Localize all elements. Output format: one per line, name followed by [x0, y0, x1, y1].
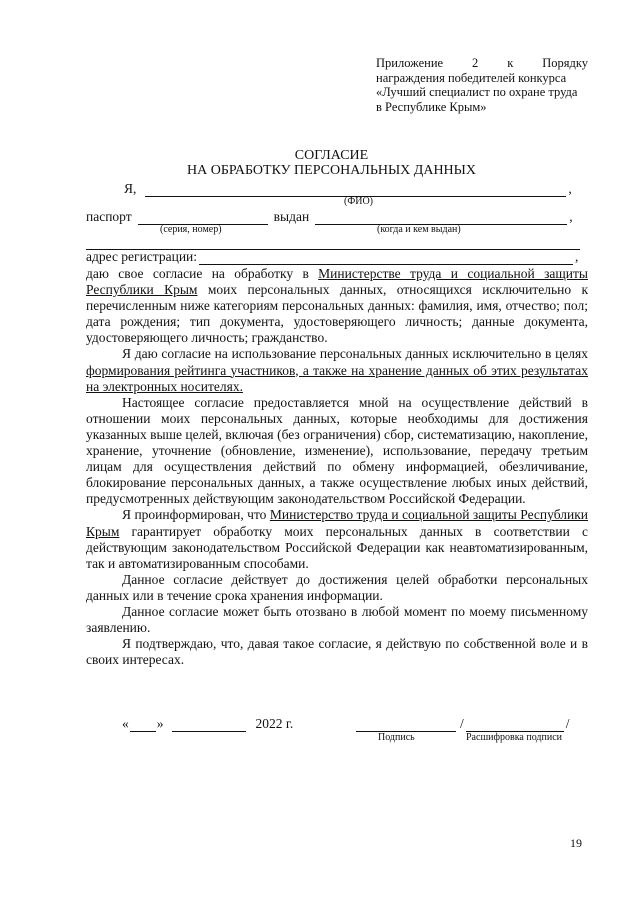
slash: / [565, 716, 570, 731]
issued-by-field[interactable] [315, 211, 567, 225]
signature-decode-label: Расшифровка подписи [466, 732, 562, 743]
appendix-word: Приложение [376, 56, 444, 70]
day-field[interactable] [130, 718, 156, 732]
text: даю свое согласие на обработку в [86, 266, 319, 281]
text: Я проинформирован, что [122, 507, 270, 523]
appendix-header [376, 56, 588, 114]
appendix-line-3: «Лучший специалист по охране труда [376, 85, 578, 99]
fio-hint: (ФИО) [344, 196, 374, 207]
quote-open: « [122, 716, 129, 731]
paragraph-2 [86, 346, 588, 394]
text: моих персональных данных, относящихся исключительно к перечисленным ниже категориям персональных данных: фамилия, имя, отчество; пол; дата рождения; тип документа, удостоверяющего личность; данные документа, удостоверяющего личность; гражданство. [86, 282, 589, 346]
issued-hint: (когда и кем выдан) [377, 224, 461, 235]
fio-row [124, 181, 572, 197]
date-row [122, 716, 293, 732]
appendix-word: к [507, 56, 514, 70]
signature-row [356, 716, 570, 732]
paragraph-4 [86, 507, 588, 571]
document-subtitle: НА ОБРАБОТКУ ПЕРСОНАЛЬНЫХ ДАННЫХ [186, 163, 476, 178]
comma: , [569, 209, 573, 224]
passport-row [86, 209, 573, 225]
issued-label: выдан [273, 209, 310, 224]
year-label: 2022 г. [255, 716, 294, 731]
signature-label: Подпись [378, 732, 415, 743]
text: гарантирует обработку моих персональных данных в соответствии с действующим законодательством Российской Федерации как неавтоматизированным, так и автоматизированным способами. [86, 523, 588, 571]
organization-name: Министерстве труда и социальной защиты Республики Крым [86, 266, 588, 298]
slash: / [460, 716, 464, 731]
consent-body [86, 266, 588, 668]
comma: , [575, 249, 579, 264]
paragraph-1 [86, 266, 588, 346]
appendix-word: Порядку [542, 56, 588, 70]
paragraph-7: Я подтверждаю, что, давая такое согласие, я действую по собственной воле и в своих интересах. [86, 636, 588, 668]
passport-number-field[interactable] [138, 211, 268, 225]
month-field[interactable] [172, 718, 246, 732]
series-hint: (серия, номер) [160, 224, 222, 235]
appendix-word: 2 [472, 56, 479, 70]
address-field[interactable] [199, 251, 573, 265]
text: Я даю согласие на использование персональных данных исключительно в целях [122, 346, 588, 362]
appendix-line-1 [376, 56, 588, 71]
organization-name: Министерство труда и социальной защиты Республики Крым [86, 507, 588, 539]
page-number: 19 [570, 836, 582, 850]
appendix-line-2: награждения победителей конкурса [376, 70, 567, 85]
appendix-line-4: в Республике Крым» [376, 99, 487, 114]
signature-decode-field[interactable] [466, 718, 564, 732]
i-label: Я, [124, 181, 137, 196]
purpose-text: формирования рейтинга участников, а также на хранение данных об этих результатах на электронных носителях. [86, 362, 588, 394]
document-title: СОГЛАСИЕ [294, 148, 369, 163]
paragraph-6: Данное согласие может быть отозвано в любой момент по моему письменному заявлению. [86, 603, 588, 636]
paragraph-5: Данное согласие действует до достижения целей обработки персональных данных или в течение срока хранения информации. [86, 571, 588, 603]
passport-label: паспорт [86, 209, 132, 224]
quote-close: » [156, 716, 164, 731]
comma: , [568, 181, 572, 196]
fio-field[interactable] [145, 183, 566, 197]
signature-field[interactable] [356, 718, 456, 732]
address-row [86, 249, 578, 265]
paragraph-3: Настоящее согласие предоставляется мной на осуществление действий в отношении моих персональных данных, которые необходимы для достижения указанных выше целей, включая (без ограничения) сбор, систематизацию, накопление, хранение, уточнение (обновление, изменение), использование, передачу третьим лицам для осуществления действий по обмену информацией, обезличивание, блокирование персональных данных, а также осуществление любых иных действий, предусмотренных действующим законодательством Российской Федерации. [86, 394, 588, 507]
address-label: адрес регистрации: [86, 249, 198, 264]
